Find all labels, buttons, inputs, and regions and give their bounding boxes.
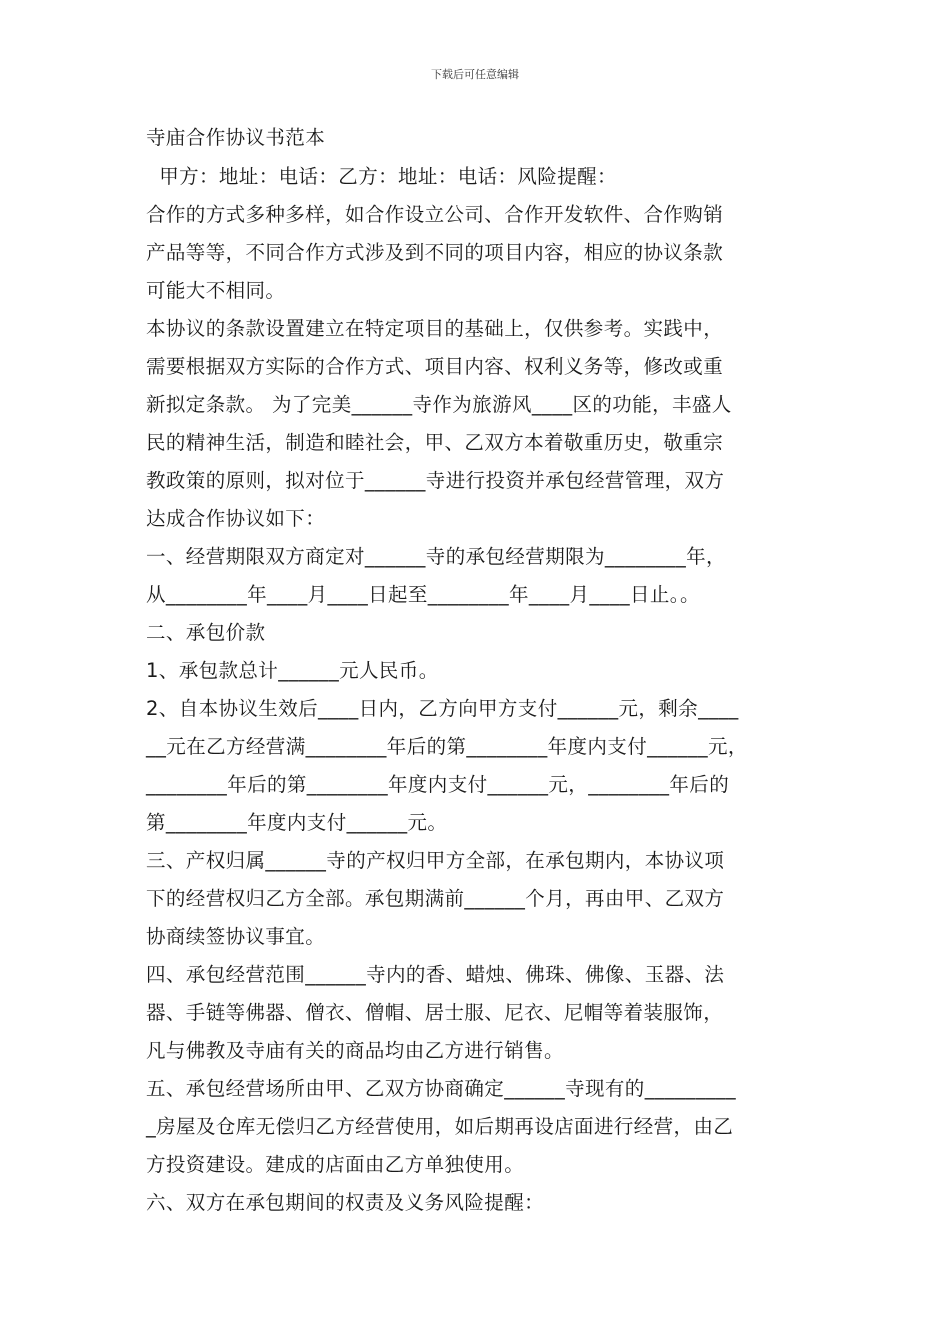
paragraph-line: 合作的方式多种多样，如合作设立公司、合作开发软件、合作购销: [146, 203, 724, 226]
clause-line: _房屋及仓库无偿归乙方经营使用，如后期再设店面进行经营，由乙: [146, 1115, 734, 1138]
paragraph-line: 新拟定条款。 为了完美______寺作为旅游风____区的功能，丰盛人: [146, 393, 732, 416]
clause-line: 凡与佛教及寺庙有关的商品均由乙方进行销售。: [146, 1039, 564, 1062]
parties-line: 甲方：地址：电话：乙方：地址：电话：风险提醒：: [146, 165, 617, 188]
paragraph-line: 需要根据双方实际的合作方式、项目内容、权利义务等，修改或重: [146, 355, 724, 378]
clause-line: 从________年____月____日起至________年____月____日止。。: [146, 583, 700, 606]
clause-heading: 二、承包价款: [146, 621, 266, 644]
clause-line: 1、承包款总计______元人民币。: [146, 659, 439, 682]
clause-line: 第________年度内支付______元。: [146, 811, 448, 834]
paragraph-line: 本协议的条款设置建立在特定项目的基础上，仅供参考。实践中，: [146, 317, 724, 340]
document-body: [146, 118, 826, 1222]
header-note: 下载后可任意编辑: [431, 68, 519, 81]
clause-line: 方投资建设。建成的店面由乙方单独使用。: [146, 1153, 525, 1176]
clause-heading: 六、双方在承包期间的权责及义务风险提醒：: [146, 1191, 545, 1214]
document-title: 寺庙合作协议书范本: [146, 126, 326, 149]
clause-line: 一、经营期限双方商定对______寺的承包经营期限为________年，: [146, 545, 726, 568]
clause-line: 三、产权归属______寺的产权归甲方全部，在承包期内，本协议项: [146, 849, 725, 872]
paragraph-line: 教政策的原则，拟对位于______寺进行投资并承包经营管理，双方: [146, 469, 725, 492]
paragraph-line: 民的精神生活，制造和睦社会，甲、乙双方本着敬重历史，敬重宗: [146, 431, 724, 454]
clause-line: 下的经营权归乙方全部。承包期满前______个月，再由甲、乙双方: [146, 887, 725, 910]
clause-line: __元在乙方经营满________年后的第________年度内支付______元，: [146, 735, 748, 758]
clause-line: 协商续签协议事宜。: [146, 925, 326, 948]
clause-line: 四、承包经营范围______寺内的香、蜡烛、佛珠、佛像、玉器、法: [146, 963, 725, 986]
paragraph-line: 产品等等，不同合作方式涉及到不同的项目内容，相应的协议条款: [146, 241, 724, 264]
clause-line: 五、承包经营场所由甲、乙双方协商确定______寺现有的_________: [146, 1077, 737, 1100]
clause-line: ________年后的第________年度内支付______元，________年后的: [146, 773, 730, 796]
clause-line: 器、手链等佛器、僧衣、僧帽、居士服、尼衣、尼帽等着装服饰，: [146, 1001, 724, 1024]
paragraph-line: 达成合作协议如下：: [146, 507, 326, 530]
paragraph-line: 可能大不相同。: [146, 279, 286, 302]
clause-line: 2、自本协议生效后____日内，乙方向甲方支付______元，剩余____: [146, 697, 739, 720]
